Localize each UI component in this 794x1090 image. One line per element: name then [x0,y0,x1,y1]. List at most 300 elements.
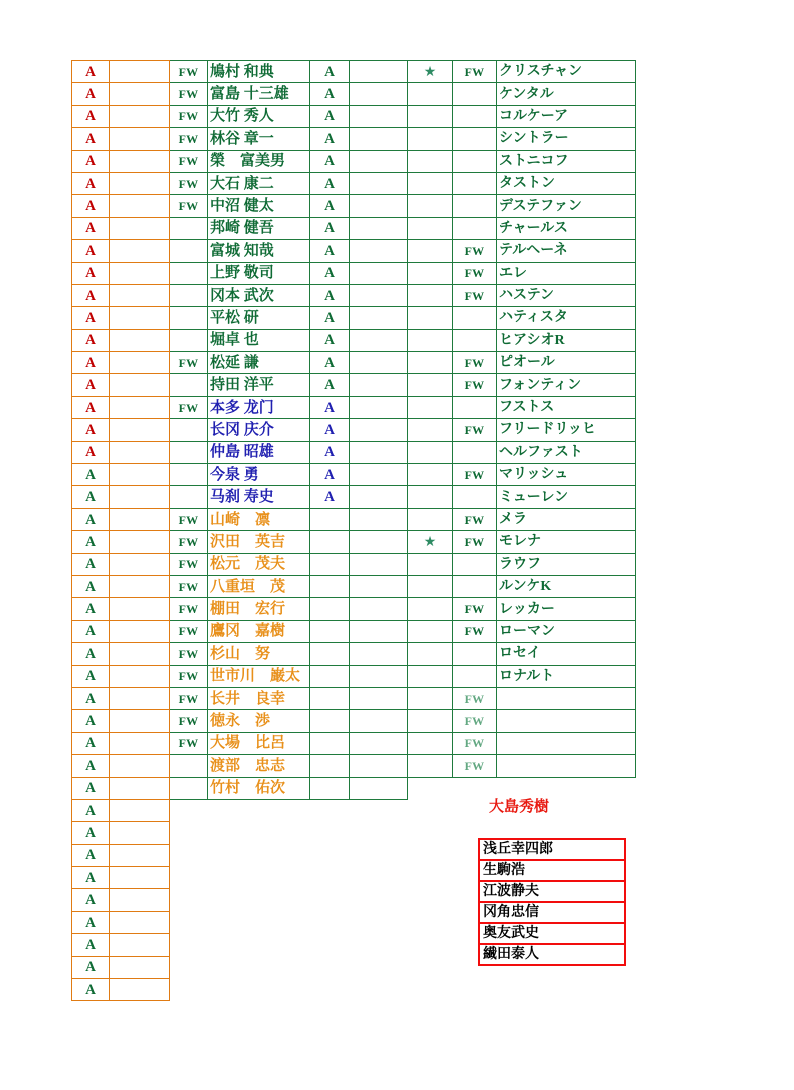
left-name-cell [208,150,310,172]
right-name-cell-text: テルヘーネ [499,243,568,259]
left-name-cell-text: 山崎 凛 [210,511,271,528]
right-name-cell-text: ロナルト [499,668,555,684]
blank-cell-mid [350,508,408,530]
grade-cell-text: A [85,601,96,618]
table-row [72,598,636,620]
right-name-cell [497,419,636,441]
star-cell [408,195,453,217]
star-cell [408,128,453,150]
blank-cell-left [110,822,170,844]
grade-cell-text: A [85,421,96,438]
left-name-cell [208,553,310,575]
table-row [72,329,636,351]
grade-cell-text: A [85,354,96,371]
right-name-cell-text: ヘルファスト [499,444,583,460]
table-row [72,195,636,217]
blank-cell-left [110,486,170,508]
right-name-cell [497,508,636,530]
grade-cell-text: A [85,377,96,394]
right-position-cell-text: FW [464,467,485,482]
right-position-cell-text: FW [464,266,485,281]
left-name-cell-text: 八重垣 茂 [210,578,286,595]
star-cell [408,150,453,172]
left-name-cell [208,732,310,754]
blank-cell-left [110,419,170,441]
right-name-cell-text: ケンタル [499,86,554,102]
grade-cell [72,262,110,284]
left-position-cell-text: FW [178,736,199,751]
blank-cell-left [110,531,170,553]
blank-cell-left [110,687,170,709]
right-position-cell-text: FW [464,355,485,370]
left-name-cell-text: 杉山 努 [210,645,271,662]
left-position-cell [170,687,208,709]
star-cell [408,374,453,396]
right-name-cell [497,732,636,754]
blank-cell-mid [350,464,408,486]
blank-cell-left [110,867,170,889]
grade-cell [72,867,110,889]
left-name-cell-text: 马刹 寿史 [210,489,274,506]
right-name-cell-text: フストス [499,400,555,416]
director-name: 大島秀樹 [489,799,550,815]
left-position-cell-text: FW [178,579,199,594]
left-name-cell [208,217,310,239]
mid-grade-cell [310,396,350,418]
grade-cell-text: A [85,713,96,730]
star-cell [408,755,453,777]
right-position-cell [453,128,497,150]
table-row [72,396,636,418]
left-position-cell [170,396,208,418]
right-position-cell [453,240,497,262]
left-name-cell [208,531,310,553]
grade-cell [72,61,110,83]
right-name-cell-text: ハティスタ [499,310,568,326]
right-position-cell [453,441,497,463]
left-position-cell [170,508,208,530]
left-position-cell [170,486,208,508]
staff-row [479,839,625,860]
mid-grade-cell-text: A [324,265,335,282]
star-icon-text: ★ [423,64,437,80]
staff-name-cell: 生駒浩 [479,860,625,881]
right-name-cell [497,531,636,553]
grade-cell-text: A [85,668,96,685]
blank-cell-mid [350,374,408,396]
left-position-cell-text: FW [178,87,199,102]
grade-cell [72,105,110,127]
right-position-cell [453,195,497,217]
left-position-cell [170,732,208,754]
left-name-cell-text: 沢田 英吉 [210,533,286,550]
blank-cell-mid [350,553,408,575]
blank-cell-left [110,934,170,956]
grade-cell-text: A [85,914,96,931]
star-cell [408,687,453,709]
star-cell [408,486,453,508]
blank-cell-mid [350,687,408,709]
blank-cell-mid [350,777,408,799]
left-position-cell [170,172,208,194]
grade-cell-text: A [85,175,96,192]
grade-cell-text: A [85,511,96,528]
right-name-cell [497,128,636,150]
left-name-cell-text: 上野 敬司 [210,265,274,282]
blank-cell-left [110,755,170,777]
table-row [72,710,636,732]
left-position-cell [170,643,208,665]
grade-cell [72,620,110,642]
grade-cell [72,307,110,329]
table-row [72,352,636,374]
right-position-cell-text: FW [464,288,485,303]
grade-cell-text: A [85,735,96,752]
right-position-cell-text: FW [464,758,485,773]
right-name-cell [497,464,636,486]
right-name-cell-text: モレナ [499,534,541,550]
grade-cell [72,822,110,844]
grade-cell-text: A [85,220,96,237]
mid-grade-cell-text: A [324,220,335,237]
mid-grade-cell [310,419,350,441]
table-row [72,620,636,642]
blank-cell-mid [350,307,408,329]
star-cell [408,217,453,239]
right-name-cell-text: ハステン [499,288,555,304]
left-name-cell-text: 本多 龙门 [210,399,274,416]
left-name-cell-text: 堀卓 也 [210,332,259,349]
staff-row [479,902,625,923]
mid-grade-cell [310,374,350,396]
right-position-cell [453,665,497,687]
right-position-cell [453,464,497,486]
left-name-cell-text: 鷹冈 嘉樹 [210,623,286,640]
mid-grade-cell-text: A [324,354,335,371]
left-name-cell [208,620,310,642]
left-name-cell-text: 大竹 秀人 [210,108,274,125]
left-position-cell [170,620,208,642]
table-row [72,128,636,150]
blank-cell-mid [350,240,408,262]
grade-cell [72,83,110,105]
grade-cell [72,575,110,597]
right-position-cell [453,486,497,508]
left-position-cell-text: FW [178,355,199,370]
right-name-cell [497,217,636,239]
grade-cell [72,799,110,821]
left-position-cell [170,329,208,351]
blank-cell-left [110,61,170,83]
mid-grade-cell [310,195,350,217]
right-name-cell-text: ピオール [499,355,555,371]
left-position-cell [170,665,208,687]
blank-cell-left [110,284,170,306]
mid-grade-cell [310,262,350,284]
star-cell [408,575,453,597]
grade-cell-text: A [85,489,96,506]
right-position-cell [453,755,497,777]
right-position-cell-text: FW [464,691,485,706]
mid-grade-cell [310,687,350,709]
right-name-cell-text: ストニコフ [499,153,569,169]
star-cell [408,352,453,374]
staff-name-cell: 江波静夫 [479,881,625,902]
right-name-cell [497,687,636,709]
left-name-cell [208,352,310,374]
star-cell [408,732,453,754]
right-position-cell [453,531,497,553]
mid-grade-cell [310,755,350,777]
mid-grade-cell [310,441,350,463]
blank-cell-left [110,508,170,530]
grade-cell-text: A [85,869,96,886]
right-position-cell [453,419,497,441]
mid-grade-cell [310,61,350,83]
staff-name-cell: 浅丘幸四郎 [479,839,625,860]
left-position-cell [170,61,208,83]
grade-cell [72,956,110,978]
left-name-cell-text: 林谷 章一 [210,130,274,147]
grade-cell-text: A [85,444,96,461]
right-name-cell [497,755,636,777]
blank-cell-left [110,172,170,194]
mid-grade-cell-text: A [324,421,335,438]
right-name-cell [497,598,636,620]
left-name-cell [208,598,310,620]
blank-cell-left [110,262,170,284]
table-row [72,262,636,284]
table-row [72,979,636,1001]
mid-grade-cell-text: A [324,175,335,192]
grade-cell [72,531,110,553]
left-position-cell-text: FW [178,624,199,639]
left-position-cell [170,240,208,262]
right-position-cell [453,598,497,620]
blank-cell-mid [350,643,408,665]
mid-grade-cell-text: A [324,130,335,147]
star-cell [408,665,453,687]
left-name-cell [208,508,310,530]
star-cell [408,419,453,441]
right-name-cell [497,284,636,306]
table-row [72,240,636,262]
mid-grade-cell-text: A [324,242,335,259]
left-name-cell [208,777,310,799]
grade-cell [72,128,110,150]
table-row [72,687,636,709]
right-name-cell [497,352,636,374]
grade-cell-text: A [85,63,96,80]
right-name-cell-text: クリスチャン [499,64,583,80]
star-cell [408,172,453,194]
blank-cell-mid [350,329,408,351]
table-row [72,732,636,754]
left-name-cell [208,374,310,396]
left-name-cell-text: 榮 富美男 [210,153,286,170]
grade-cell [72,889,110,911]
blank-cell-left [110,307,170,329]
mid-grade-cell-text: A [324,198,335,215]
blank-cell-mid [350,755,408,777]
left-position-cell [170,441,208,463]
right-position-cell [453,643,497,665]
grade-cell [72,777,110,799]
right-name-cell [497,172,636,194]
right-name-cell-text: フォンティン [499,377,582,393]
mid-grade-cell [310,240,350,262]
blank-cell-left [110,374,170,396]
right-name-cell [497,643,636,665]
left-position-cell-text: FW [178,602,199,617]
grade-cell [72,598,110,620]
left-position-cell [170,284,208,306]
star-icon [408,61,453,83]
left-name-cell [208,128,310,150]
right-position-cell [453,508,497,530]
star-cell [408,508,453,530]
grade-cell-text: A [85,847,96,864]
grade-cell-text: A [85,824,96,841]
left-position-cell [170,755,208,777]
table-row [72,61,636,83]
grade-cell [72,979,110,1001]
grade-cell [72,710,110,732]
left-position-cell-text: FW [178,534,199,549]
left-name-cell-text: 大場 比呂 [210,735,286,752]
table-row [72,217,636,239]
right-position-cell [453,575,497,597]
table-row [72,150,636,172]
blank-cell-left [110,911,170,933]
left-name-cell-text: 鳩村 和典 [210,63,274,80]
blank-cell-mid [350,419,408,441]
star-cell [408,598,453,620]
right-name-cell-text: エレ [499,265,527,281]
grade-cell-text: A [85,332,96,349]
blank-cell-mid [350,128,408,150]
table-row [72,374,636,396]
blank-cell-left [110,889,170,911]
blank-cell-mid [350,83,408,105]
blank-cell-mid [350,217,408,239]
right-position-cell [453,262,497,284]
table-row [72,307,636,329]
grade-cell [72,911,110,933]
grade-cell-text: A [85,130,96,147]
right-name-cell [497,105,636,127]
star-cell [408,262,453,284]
blank-cell-mid [350,195,408,217]
mid-grade-cell [310,531,350,553]
blank-cell-mid [350,620,408,642]
blank-cell-left [110,979,170,1001]
left-position-cell [170,598,208,620]
table-row [72,284,636,306]
star-cell [408,643,453,665]
right-name-cell-text: ラウフ [499,556,541,572]
left-name-cell [208,61,310,83]
left-name-cell [208,755,310,777]
blank-cell-mid [350,486,408,508]
right-position-cell-text: FW [464,422,485,437]
left-name-cell-text: 渡部 忠志 [210,757,286,774]
right-name-cell-text: シントラー [499,131,569,147]
blank-cell-left [110,128,170,150]
left-position-cell-text: FW [178,176,199,191]
right-name-cell-text: チャールス [499,220,568,236]
right-position-cell [453,83,497,105]
left-name-cell [208,464,310,486]
grade-cell [72,934,110,956]
right-name-cell [497,710,636,732]
left-name-cell [208,643,310,665]
mid-grade-cell [310,352,350,374]
star-cell [408,464,453,486]
left-name-cell [208,105,310,127]
right-position-cell [453,150,497,172]
left-position-cell-text: FW [178,400,199,415]
blank-cell-left [110,195,170,217]
left-name-cell [208,329,310,351]
left-name-cell [208,83,310,105]
right-name-cell [497,486,636,508]
left-position-cell-text: FW [178,64,199,79]
right-position-cell [453,352,497,374]
left-name-cell [208,172,310,194]
right-position-cell [453,732,497,754]
left-position-cell-text: FW [178,557,199,572]
mid-grade-cell [310,598,350,620]
left-name-cell-text: 平松 研 [210,309,259,326]
right-name-cell [497,83,636,105]
left-position-cell [170,352,208,374]
blank-cell-mid [350,598,408,620]
grade-cell [72,665,110,687]
table-row [72,83,636,105]
grade-cell-text: A [85,981,96,998]
left-name-cell-text: 棚田 宏行 [210,601,286,618]
mid-grade-cell [310,172,350,194]
left-position-cell [170,83,208,105]
blank-cell-mid [350,441,408,463]
right-name-cell-text: デステファン [499,198,582,214]
right-name-cell-text: メラ [499,512,527,527]
right-position-cell [453,374,497,396]
left-position-cell [170,374,208,396]
left-position-cell [170,195,208,217]
left-name-cell [208,441,310,463]
left-position-cell [170,128,208,150]
left-name-cell-text: 富城 知哉 [210,242,274,259]
left-position-cell [170,150,208,172]
mid-grade-cell-text: A [324,287,335,304]
blank-cell-mid [350,531,408,553]
mid-grade-cell-text: A [324,153,335,170]
grade-cell-text: A [85,265,96,282]
star-cell [408,105,453,127]
right-name-cell-text: ヒアシオR [499,332,565,348]
left-position-cell [170,531,208,553]
left-position-cell-text: FW [178,131,199,146]
mid-grade-cell-text: A [324,63,335,80]
right-name-cell-text: フリードリッヒ [499,422,596,438]
grade-cell [72,352,110,374]
grade-cell [72,441,110,463]
right-name-cell [497,329,636,351]
right-position-cell-text: FW [464,512,485,527]
staff-name-cell: 奥友武史 [479,923,625,944]
